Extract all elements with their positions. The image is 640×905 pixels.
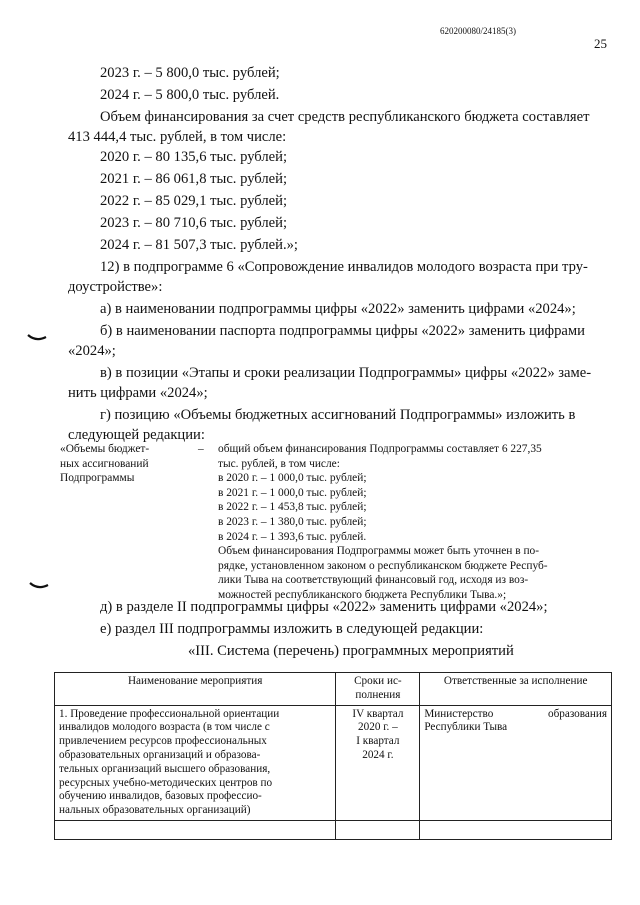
republic-budget-total: 413 444,4 тыс. рублей, в том числе: [68, 129, 287, 145]
header-responsible: Ответственные за исполнение [420, 673, 612, 706]
cell-line: I квартал [356, 735, 400, 748]
section-title: «III. Система (перечень) программных мероприятий [188, 643, 514, 659]
cell-line: ресурсных учебно-методических центров по [59, 776, 273, 789]
passport-content-line: в 2023 г. – 1 380,0 тыс. рублей; [218, 515, 367, 528]
passport-content-line: Объем финансирования Подпрограммы может быть уточнен в по- [218, 545, 540, 558]
budget-year-2021: 2021 г. – 86 061,8 тыс. рублей; [100, 171, 287, 187]
cell-line: 2024 г. [362, 748, 394, 761]
sub-b-line2: «2024»; [68, 343, 116, 359]
table-row [55, 705, 612, 820]
fund-line-2024: 2024 г. – 5 800,0 тыс. рублей. [100, 87, 280, 103]
sub-g-line1: г) позицию «Объемы бюджетных ассигнований Подпрограммы» изложить в [100, 407, 576, 423]
cell-terms [336, 705, 420, 820]
item-12-line2: доустройстве»: [68, 279, 163, 295]
cell-responsible [420, 705, 612, 820]
passport-content-line: рядке, установленном законом о республиканском бюджете Респуб- [218, 559, 548, 572]
passport-label [60, 442, 149, 486]
cell-line: IV квартал [352, 707, 404, 720]
cell-line: тельных организаций высшего образования, [59, 762, 271, 775]
budget-year-2022: 2022 г. – 85 029,1 тыс. рублей; [100, 193, 287, 209]
document-id: 620200080/24185(3) [440, 26, 516, 36]
cell-empty [55, 820, 336, 839]
fund-line-2023: 2023 г. – 5 800,0 тыс. рублей; [100, 65, 280, 81]
cell-line: Министерство образования [424, 707, 607, 720]
header-terms [336, 673, 420, 706]
passport-content [218, 442, 604, 603]
item-12-line1: 12) в подпрограмме 6 «Сопровождение инвалидов молодого возраста при тру- [100, 259, 588, 275]
cell-line: образовательных организаций и образова- [59, 748, 261, 761]
sub-b-line1: б) в наименовании паспорта подпрограммы цифры «2022» заменить цифрами [100, 323, 585, 339]
passport-content-line: в 2024 г. – 1 393,6 тыс. рублей. [218, 530, 367, 543]
cell-line: 1. Проведение профессиональной ориентации [59, 707, 280, 720]
passport-content-line: в 2021 г. – 1 000,0 тыс. рублей; [218, 486, 367, 499]
passport-content-line: в 2022 г. – 1 453,8 тыс. рублей; [218, 501, 367, 514]
budget-year-2020: 2020 г. – 80 135,6 тыс. рублей; [100, 149, 287, 165]
passport-content-line: тыс. рублей, в том числе: [218, 457, 340, 470]
cell-line: 2020 г. – [358, 721, 398, 734]
sub-a: а) в наименовании подпрограммы цифры «2022» заменить цифрами «2024»; [100, 301, 576, 317]
passport-label-line: ных ассигнований [60, 457, 149, 470]
passport-content-line: можностей республиканского бюджета Республики Тыва.»; [218, 588, 507, 601]
sub-e: е) раздел III подпрограммы изложить в следующей редакции: [100, 621, 484, 637]
passport-label-line: «Объемы бюджет- [60, 443, 150, 455]
republic-budget-intro-text: Объем финансирования за счет средств республиканского бюджета составляет [100, 109, 590, 125]
header-terms-line: полнения [355, 688, 401, 701]
cell-line: нальных образовательных организаций) [59, 804, 251, 817]
cell-event-name [55, 705, 336, 820]
cell-empty [336, 820, 420, 839]
cell-line: обучению инвалидов, базовых профессио- [59, 790, 262, 803]
sub-v-line2: нить цифрами «2024»; [68, 385, 208, 401]
header-event-name: Наименование мероприятия [55, 673, 336, 706]
sub-v-line1: в) в позиции «Этапы и сроки реализации Подпрограммы» цифры «2022» заме- [100, 365, 592, 381]
passport-dash: – [198, 443, 204, 455]
cell-line: Республики Тыва [424, 721, 508, 734]
margin-tick-mark [26, 332, 48, 344]
margin-tick-mark [28, 580, 50, 592]
republic-budget-intro [68, 108, 612, 127]
sub-g-line2: следующей редакции: [68, 427, 205, 443]
header-terms-line: Сроки ис- [354, 675, 402, 687]
passport-content-line: в 2020 г. – 1 000,0 тыс. рублей; [218, 472, 367, 485]
passport-content-line: общий объем финансирования Подпрограммы составляет 6 227,35 [218, 443, 542, 455]
cell-line: привлечением ресурсов профессиональных [59, 735, 267, 748]
passport-content-line: лики Тыва на соответствующий финансовый год, исходя из воз- [218, 574, 529, 587]
program-events-table [54, 672, 612, 840]
budget-year-2024: 2024 г. – 81 507,3 тыс. рублей.»; [100, 237, 298, 253]
cell-empty [420, 820, 612, 839]
budget-year-2023: 2023 г. – 80 710,6 тыс. рублей; [100, 215, 287, 231]
table-row-partial [55, 820, 612, 839]
cell-line: инвалидов молодого возраста (в том числе с [59, 721, 270, 734]
table-header-row [55, 673, 612, 706]
passport-label-line: Подпрограммы [60, 472, 135, 485]
sub-d: д) в разделе II подпрограммы цифры «2022» заменить цифрами «2024»; [100, 599, 548, 615]
page-number: 25 [594, 36, 607, 51]
